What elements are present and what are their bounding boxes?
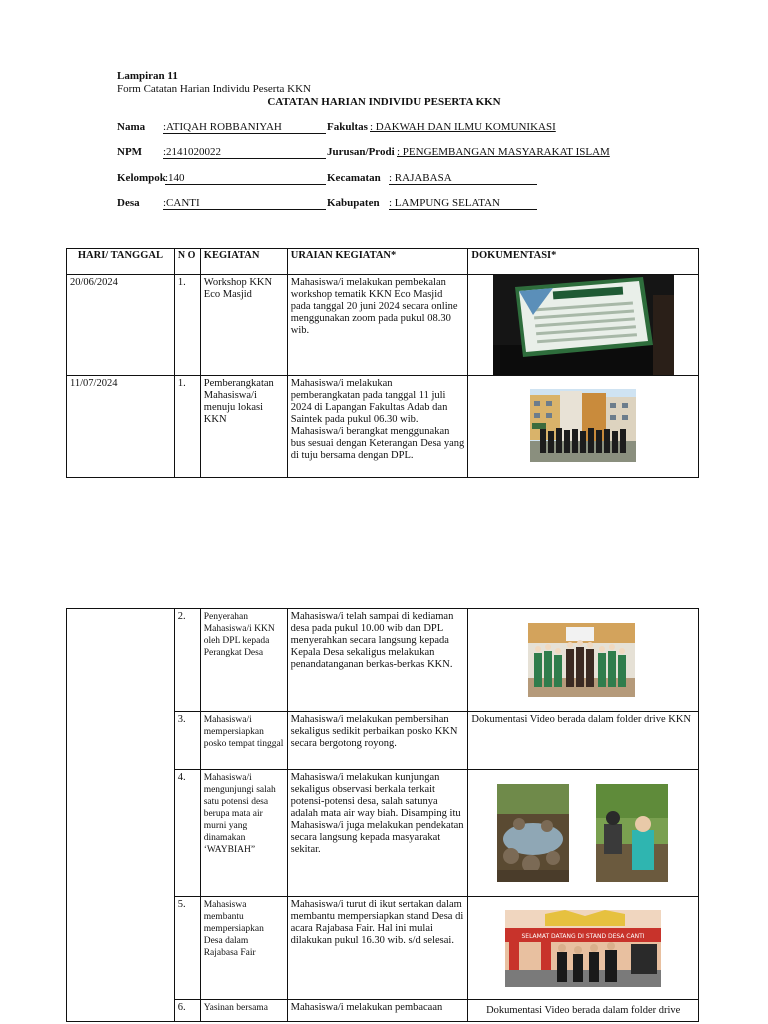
fakultas-label: Fakultas bbox=[327, 121, 368, 133]
nama-value: :ATIQAH ROBBANIYAH bbox=[163, 121, 326, 134]
nama-label: Nama bbox=[117, 121, 146, 133]
header-no: N O bbox=[174, 249, 200, 275]
row-dokumentasi bbox=[468, 897, 699, 1000]
header-uraian: URAIAN KEGIATAN* bbox=[287, 249, 468, 275]
row-dokumentasi: Dokumentasi Video berada dalam folder drive KKN bbox=[468, 712, 699, 770]
row-uraian: Mahasiswa/i melakukan kunjungan sekaligus observasi berkala terkait potensi-potensi desa, salah satunya adalah mata air way biah. Disamping itu Mahasiswa/i juga melakukan pendekatan secara langsung kepada masyarakat sekitar. bbox=[287, 770, 468, 897]
table-row bbox=[67, 275, 699, 376]
table-row bbox=[67, 376, 699, 478]
kecamatan-value: : RAJABASA bbox=[389, 172, 537, 185]
form-name: Form Catatan Harian Individu Peserta KKN bbox=[117, 83, 311, 95]
header-date: HARI/ TANGGAL bbox=[67, 249, 175, 275]
row-no: 3. bbox=[174, 712, 200, 770]
row-no: 6. bbox=[174, 1000, 200, 1022]
row-no: 1. bbox=[174, 275, 200, 376]
zoom-workshop-photo bbox=[493, 275, 674, 375]
waybiah-spring-photo bbox=[497, 784, 569, 882]
activity-table-page2 bbox=[66, 608, 699, 1022]
npm-label: NPM bbox=[117, 146, 143, 158]
waybiah-selfie-photo bbox=[596, 784, 668, 882]
departure-group-photo bbox=[530, 389, 636, 462]
row-no: 1. bbox=[174, 376, 200, 478]
handover-group-photo bbox=[528, 623, 635, 697]
table-row bbox=[67, 609, 699, 712]
row-uraian: Mahasiswa/i telah sampai di kediaman desa pada pukul 10.00 wib dan DPL menyerahkan secara langsung kepada Kepala Desa sekaligus melakukan penandatanganan berkas-berkas KKN. bbox=[287, 609, 468, 712]
kabupaten-value: : LAMPUNG SELATAN bbox=[389, 197, 537, 210]
header-kegiatan: KEGIATAN bbox=[200, 249, 287, 275]
rajabasa-fair-photo bbox=[505, 910, 661, 987]
row-kegiatan: Yasinan bersama bbox=[200, 1000, 287, 1022]
fair-sign-text: SELAMAT DATANG DI STAND DESA CANTI bbox=[521, 933, 645, 940]
row-dokumentasi: Dokumentasi Video berada dalam folder drive bbox=[468, 1000, 699, 1022]
row-uraian: Mahasiswa/i melakukan pembersihan sekaligus sedikit perbaikan posko KKN secara bergotong royong. bbox=[287, 712, 468, 770]
row-kegiatan: Workshop KKN Eco Masjid bbox=[200, 275, 287, 376]
activity-table-page1 bbox=[66, 248, 699, 478]
row-no: 5. bbox=[174, 897, 200, 1000]
kelompok-label: Kelompok bbox=[117, 172, 166, 184]
row-date-empty bbox=[67, 609, 175, 1022]
row-date: 20/06/2024 bbox=[67, 275, 175, 376]
desa-value: :CANTI bbox=[163, 197, 326, 210]
row-dokumentasi bbox=[468, 770, 699, 897]
lampiran-label: Lampiran 11 bbox=[117, 70, 178, 82]
kecamatan-label: Kecamatan bbox=[327, 172, 381, 184]
jurusan-value: : PENGEMBANGAN MASYARAKAT ISLAM bbox=[397, 146, 610, 158]
row-dokumentasi bbox=[468, 275, 699, 376]
desa-label: Desa bbox=[117, 197, 140, 209]
row-uraian: Mahasiswa/i melakukan pembacaan bbox=[287, 1000, 468, 1022]
row-no: 2. bbox=[174, 609, 200, 712]
row-dokumentasi bbox=[468, 376, 699, 478]
page-title: CATATAN HARIAN INDIVIDU PESERTA KKN bbox=[267, 96, 501, 108]
row-kegiatan: Mahasiswa/i mempersiapkan posko tempat tinggal bbox=[200, 712, 287, 770]
row-uraian: Mahasiswa/i melakukan pemberangkatan pada tanggal 11 juli 2024 di Lapangan Fakultas Adab dan Saintek pada pukul 06.30 wib. Mahasiswa/i berangkat menggunakan bus sesuai dengan Keterangan Desa yang di tuju bersama dengan DPL. bbox=[287, 376, 468, 478]
header-dokumentasi: DOKUMENTASI* bbox=[468, 249, 699, 275]
row-date: 11/07/2024 bbox=[67, 376, 175, 478]
kabupaten-label: Kabupaten bbox=[327, 197, 380, 209]
jurusan-label: Jurusan/Prodi bbox=[327, 146, 395, 158]
row-uraian: Mahasiswa/i turut di ikut sertakan dalam membantu mempersiapkan stand Desa di acara Rajabasa Fair. Hal ini mulai dilakukan pukul 16.30 wib. s/d selesai. bbox=[287, 897, 468, 1000]
fakultas-value: : DAKWAH DAN ILMU KOMUNIKASI bbox=[370, 121, 556, 133]
row-no: 4. bbox=[174, 770, 200, 897]
kelompok-value: :140 bbox=[165, 172, 326, 185]
row-kegiatan: Pemberangkatan Mahasiswa/i menuju lokasi KKN bbox=[200, 376, 287, 478]
row-uraian: Mahasiswa/i melakukan pembekalan workshop tematik KKN Eco Masjid pada tanggal 20 juni 2024 secara online menggunakan zoom pada pukul 08.30 wib. bbox=[287, 275, 468, 376]
npm-value: :2141020022 bbox=[163, 146, 326, 159]
row-kegiatan: Penyerahan Mahasiswa/i KKN oleh DPL kepada Perangkat Desa bbox=[200, 609, 287, 712]
row-kegiatan: Mahasiswa membantu mempersiapkan Desa dalam Rajabasa Fair bbox=[200, 897, 287, 1000]
row-dokumentasi bbox=[468, 609, 699, 712]
row-kegiatan: Mahasiswa/i mengunjungi salah satu potensi desa berupa mata air murni yang dinamakan ‘WAYBIAH” bbox=[200, 770, 287, 897]
